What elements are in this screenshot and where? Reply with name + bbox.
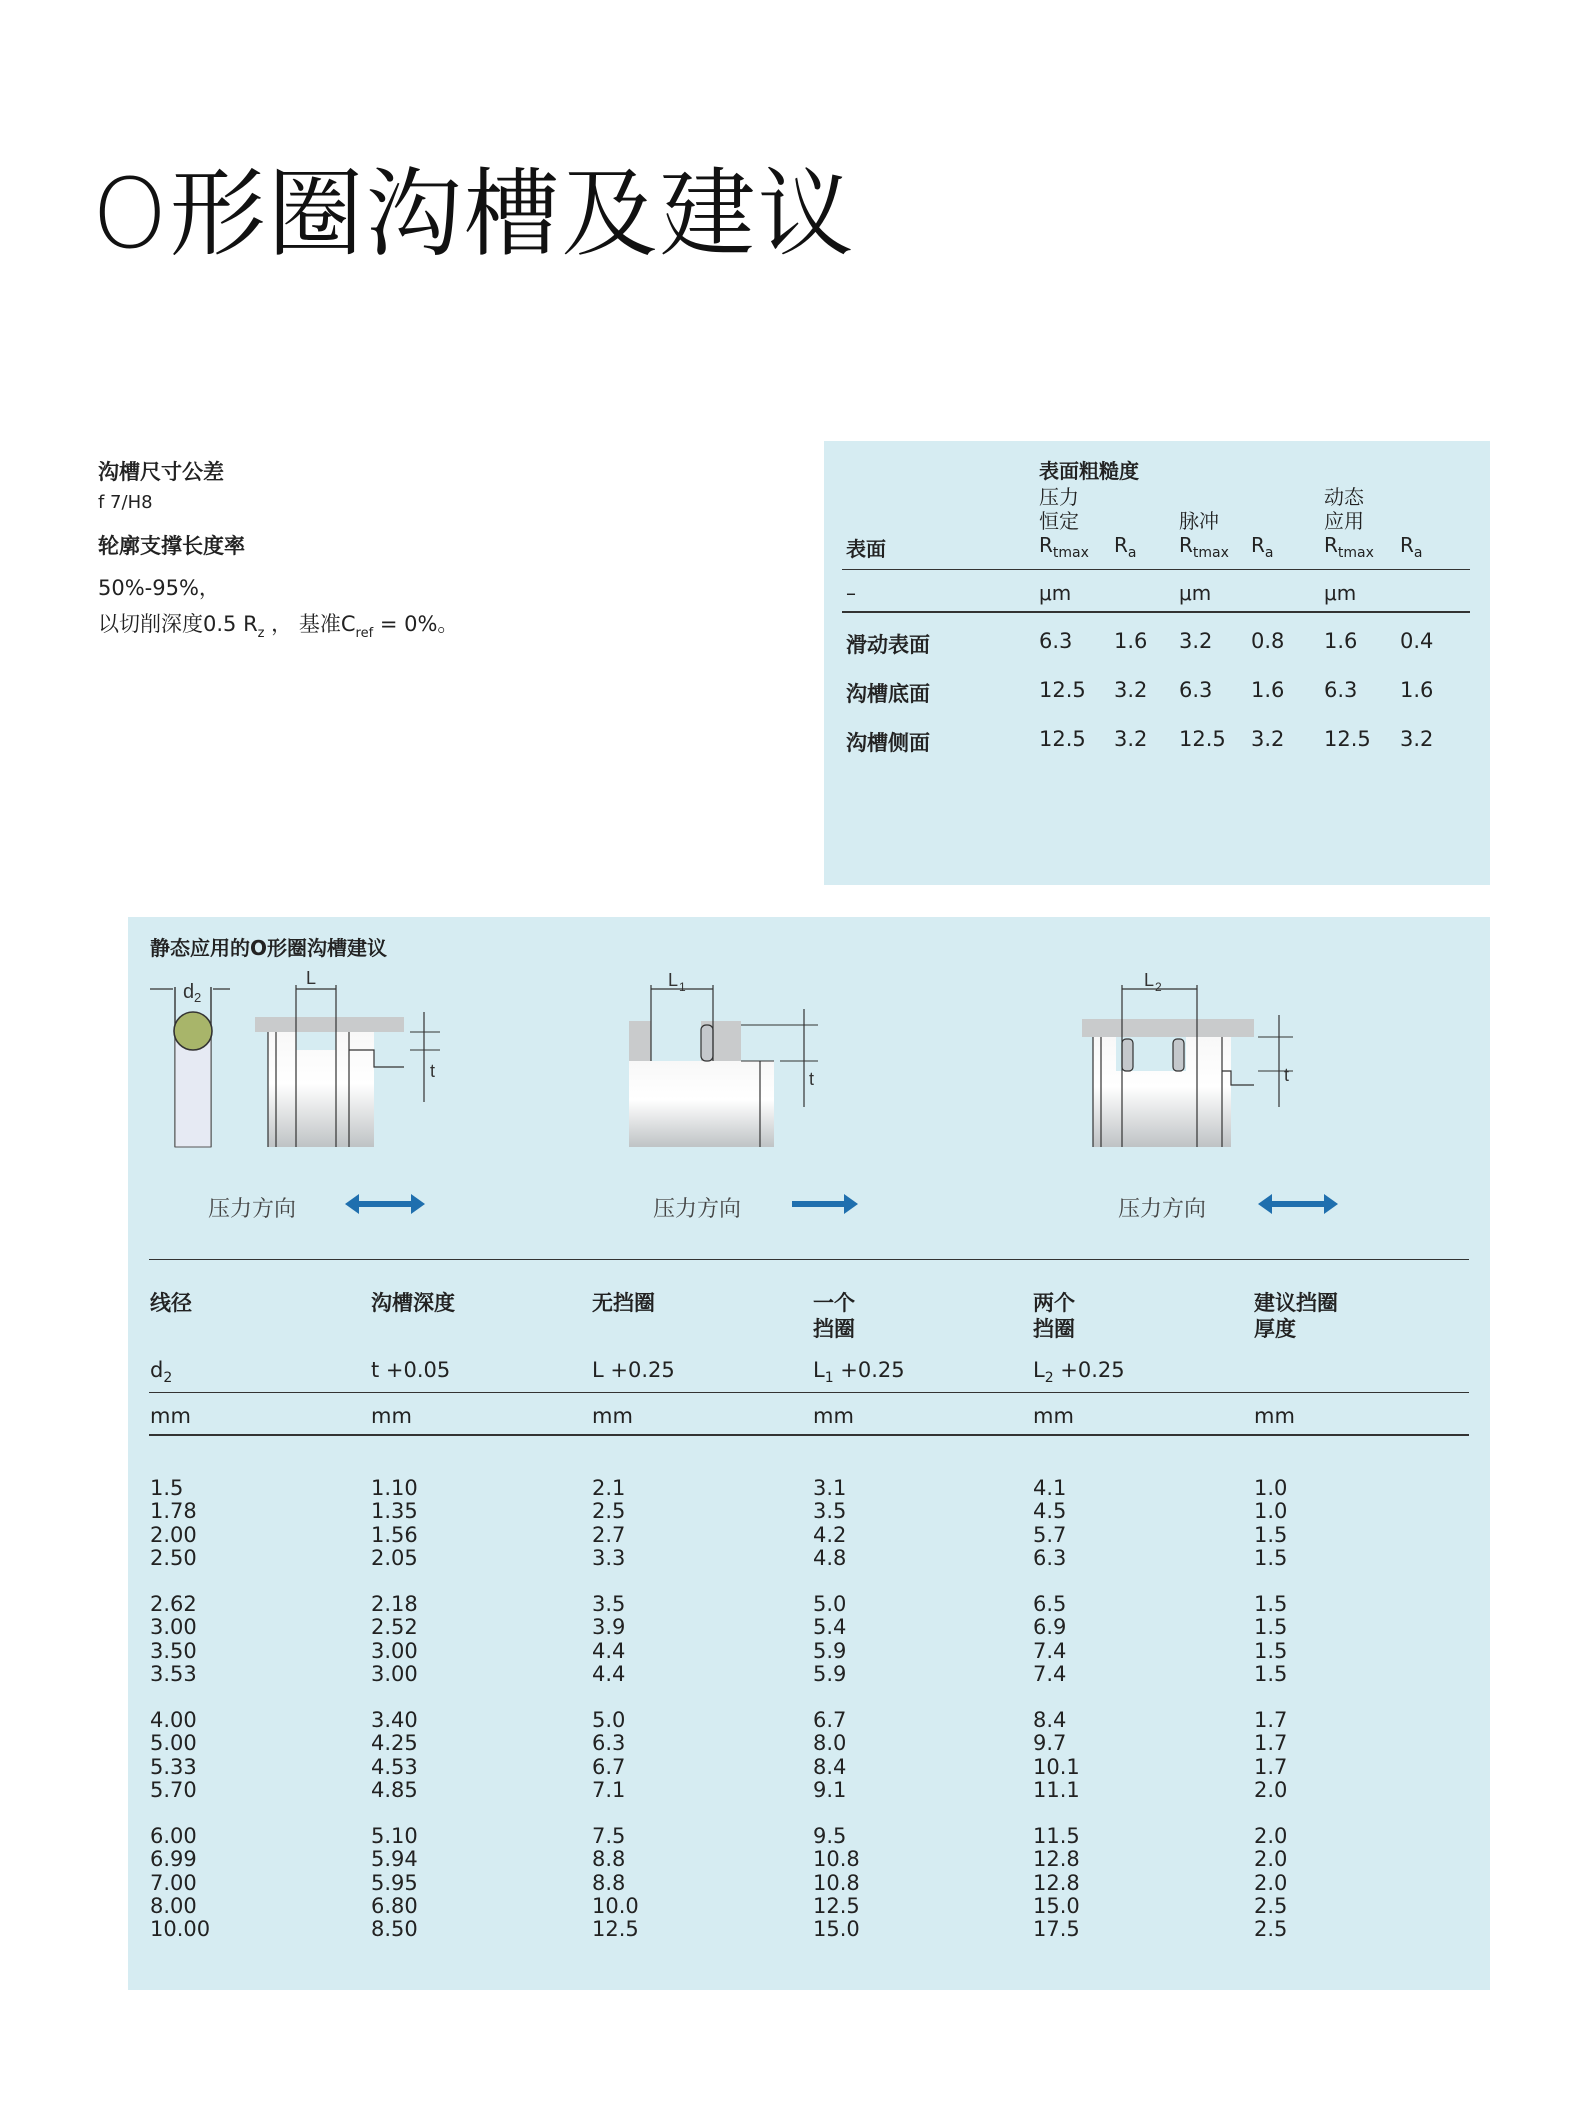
- table-cell: 3.9: [592, 1615, 626, 1640]
- table-cell: 8.4: [813, 1754, 847, 1779]
- column-header: [1033, 1290, 1075, 1342]
- table-cell: 8.8: [592, 1847, 626, 1872]
- column-unit: mm: [150, 1404, 191, 1428]
- symbol-tolerance: +0.05: [379, 1358, 451, 1382]
- table-cell: 17.5: [1033, 1917, 1080, 1942]
- table-cell: 1.7: [1254, 1731, 1288, 1756]
- table-cell: 10.8: [813, 1870, 860, 1895]
- table-cell: 9.7: [1033, 1731, 1067, 1756]
- table-cell: 6.99: [150, 1847, 197, 1872]
- ra-header: $R_a$: [1114, 533, 1137, 561]
- table-cell: 7.5: [592, 1824, 626, 1848]
- table-cell: 4.53: [371, 1754, 418, 1779]
- svg-text:L: L: [1144, 970, 1155, 990]
- rtmax-header: $R_{tmax}$: [1324, 533, 1374, 561]
- table-cell: 2.0: [1254, 1777, 1288, 1802]
- symbol-letter: L: [592, 1358, 604, 1382]
- bidirectional-arrow-icon: [343, 1189, 427, 1219]
- unit-label: μm: [1179, 581, 1212, 605]
- cut-depth-note: 以切削深度0.5 $R_z$ ， 基准$C_{ref} = 0\%$。: [98, 612, 459, 641]
- table-cell: 8.0: [813, 1731, 847, 1756]
- table-cell: 7.1: [592, 1777, 626, 1802]
- column-header: [371, 1290, 455, 1316]
- column-unit: mm: [592, 1404, 633, 1428]
- table-cell: 1.5: [1254, 1638, 1288, 1663]
- table-cell: 3.3: [592, 1545, 626, 1570]
- table-cell: 15.0: [813, 1917, 860, 1942]
- roughness-value: 1.6: [1251, 678, 1285, 702]
- table-cell: 7.00: [150, 1870, 197, 1895]
- table-cell: 2.1: [592, 1476, 626, 1500]
- table-cell: 5.00: [150, 1731, 197, 1756]
- table-cell: 4.8: [813, 1545, 847, 1570]
- table-cell: 8.8: [592, 1870, 626, 1895]
- table-cell: 5.94: [371, 1847, 418, 1872]
- table-cell: 4.85: [371, 1777, 418, 1802]
- roughness-value: 1.6: [1400, 678, 1434, 702]
- roughness-value: 6.3: [1039, 629, 1073, 653]
- table-cell: 9.5: [813, 1824, 847, 1848]
- table-cell: 3.00: [371, 1638, 418, 1663]
- column-header: [150, 1290, 192, 1316]
- svg-text:L: L: [668, 970, 679, 990]
- table-cell: 10.00: [150, 1917, 211, 1942]
- roughness-value: 3.2: [1114, 678, 1148, 702]
- roughness-value: 3.2: [1400, 727, 1434, 751]
- table-cell: 6.7: [592, 1754, 626, 1779]
- rtmax-header: $R_{tmax}$: [1179, 533, 1229, 561]
- table-cell: 5.0: [813, 1592, 847, 1616]
- table-cell: 4.00: [150, 1708, 197, 1732]
- roughness-value: 0.8: [1251, 629, 1285, 653]
- roughness-group-label: 脉冲: [1179, 509, 1219, 533]
- diagram-two-backup: [1082, 970, 1293, 1147]
- svg-text:2: 2: [194, 990, 202, 1005]
- pressure-direction-label: 压力方向: [208, 1197, 297, 1222]
- table-cell: 6.00: [150, 1824, 197, 1848]
- pressure-direction-label: 压力方向: [1118, 1197, 1207, 1222]
- header-divider: [842, 569, 1470, 570]
- svg-text:t: t: [430, 1061, 436, 1081]
- roughness-group-label: 恒定: [1039, 509, 1079, 533]
- symbol-letter: L: [813, 1358, 825, 1382]
- table-cell: 2.50: [150, 1545, 197, 1570]
- table-cell: 3.40: [371, 1708, 418, 1732]
- table-cell: 4.1: [1033, 1476, 1067, 1500]
- svg-text:1: 1: [679, 980, 686, 994]
- svg-text:2: 2: [1155, 980, 1162, 994]
- rtmax-header: $R_{tmax}$: [1039, 533, 1089, 561]
- diagram-one-backup: [629, 970, 818, 1147]
- table-top-divider: [149, 1259, 1469, 1260]
- table-cell: 5.0: [592, 1708, 626, 1732]
- column-header-line: 两个: [1033, 1291, 1075, 1315]
- table-cell: 3.5: [592, 1592, 626, 1616]
- table-cell: 8.50: [371, 1917, 418, 1942]
- roughness-group-label: 压力: [1039, 485, 1079, 509]
- unit-divider: [149, 1434, 1469, 1436]
- symbol-subscript: 2: [163, 1370, 173, 1386]
- table-cell: 4.4: [592, 1638, 626, 1663]
- column-header-line: 挡圈: [813, 1317, 855, 1341]
- table-cell: 2.0: [1254, 1824, 1288, 1848]
- table-cell: 12.8: [1033, 1847, 1080, 1872]
- roughness-group-title: 表面粗糙度: [1039, 459, 1139, 483]
- table-cell: 1.5: [1254, 1522, 1288, 1547]
- symbol-letter: t: [371, 1358, 380, 1382]
- table-cell: 2.05: [371, 1545, 418, 1570]
- table-cell: 1.7: [1254, 1708, 1288, 1732]
- table-cell: 1.5: [1254, 1592, 1288, 1616]
- unit-label: μm: [1039, 581, 1072, 605]
- roughness-value: 12.5: [1039, 678, 1086, 702]
- column-header: [813, 1290, 855, 1342]
- table-cell: 1.5: [1254, 1545, 1288, 1570]
- table-cell: 6.7: [813, 1708, 847, 1732]
- column-header-line: 一个: [813, 1291, 855, 1315]
- bearing-ratio-heading: 轮廓支撑长度率: [98, 534, 245, 558]
- table-cell: 1.7: [1254, 1754, 1288, 1779]
- roughness-value: 3.2: [1251, 727, 1285, 751]
- surface-column-header: 表面: [846, 537, 886, 561]
- roughness-row-label: 沟槽侧面: [846, 731, 930, 755]
- column-symbol: [150, 1358, 173, 1386]
- column-symbol: [371, 1358, 450, 1382]
- groove-tolerance-heading: 沟槽尺寸公差: [98, 460, 224, 484]
- table-cell: 5.7: [1033, 1522, 1067, 1547]
- roughness-value: 1.6: [1114, 629, 1148, 653]
- table-cell: 12.8: [1033, 1870, 1080, 1895]
- units-dash: –: [846, 581, 856, 605]
- column-header-line: 线径: [150, 1291, 192, 1315]
- table-cell: 5.70: [150, 1777, 197, 1802]
- column-header: [592, 1290, 655, 1316]
- roughness-value: 12.5: [1324, 727, 1371, 751]
- roughness-value: 1.6: [1324, 629, 1358, 653]
- svg-text:t: t: [1284, 1065, 1290, 1085]
- table-cell: 8.00: [150, 1893, 197, 1918]
- table-cell: 1.78: [150, 1499, 197, 1524]
- roughness-value: 3.2: [1114, 727, 1148, 751]
- symbol-letter: L: [1033, 1358, 1045, 1382]
- roughness-row-label: 滑动表面: [846, 633, 930, 657]
- table-cell: 5.10: [371, 1824, 418, 1848]
- groove-tolerance-value: f 7/H8: [98, 492, 153, 513]
- column-header: [1254, 1290, 1338, 1342]
- table-cell: 1.5: [1254, 1615, 1288, 1640]
- table-cell: 2.0: [1254, 1847, 1288, 1872]
- symbol-subscript: 1: [824, 1370, 834, 1386]
- pressure-direction-label: 压力方向: [653, 1197, 742, 1222]
- bidirectional-arrow-icon: [1256, 1189, 1340, 1219]
- svg-text:L: L: [306, 968, 317, 988]
- column-header-line: 沟槽深度: [371, 1291, 455, 1315]
- table-cell: 10.8: [813, 1847, 860, 1872]
- table-cell: 3.50: [150, 1638, 197, 1663]
- column-unit: mm: [1254, 1404, 1295, 1428]
- table-cell: 4.5: [1033, 1499, 1067, 1524]
- table-cell: 4.2: [813, 1522, 847, 1547]
- table-cell: 12.5: [592, 1917, 639, 1942]
- units-divider: [842, 611, 1470, 613]
- column-symbol: [1033, 1358, 1125, 1386]
- table-cell: 5.33: [150, 1754, 197, 1779]
- bearing-ratio-value: 50%-95%，: [98, 576, 220, 600]
- roughness-value: 12.5: [1039, 727, 1086, 751]
- table-cell: 7.4: [1033, 1661, 1067, 1686]
- table-cell: 1.56: [371, 1522, 418, 1547]
- table-cell: 2.52: [371, 1615, 418, 1640]
- table-cell: 2.0: [1254, 1870, 1288, 1895]
- table-cell: 6.9: [1033, 1615, 1067, 1640]
- page-title: O形圈沟槽及建议: [92, 158, 856, 270]
- table-cell: 4.25: [371, 1731, 418, 1756]
- table-cell: 6.3: [592, 1731, 626, 1756]
- table-cell: 5.4: [813, 1615, 847, 1640]
- table-cell: 10.1: [1033, 1754, 1080, 1779]
- table-cell: 2.5: [1254, 1917, 1288, 1942]
- groove-diagrams: [128, 967, 1490, 1157]
- table-cell: 3.1: [813, 1476, 847, 1500]
- svg-text:t: t: [809, 1069, 815, 1089]
- table-cell: 6.3: [1033, 1545, 1067, 1570]
- table-cell: 11.5: [1033, 1824, 1080, 1848]
- table-cell: 1.10: [371, 1476, 418, 1500]
- table-cell: 11.1: [1033, 1777, 1080, 1802]
- table-cell: 1.35: [371, 1499, 418, 1524]
- column-header-line: 挡圈: [1033, 1317, 1075, 1341]
- symbol-tolerance: +0.25: [1053, 1358, 1125, 1382]
- table-cell: 4.4: [592, 1661, 626, 1686]
- roughness-value: 3.2: [1179, 629, 1213, 653]
- ra-header: $R_a$: [1400, 533, 1423, 561]
- surface-roughness-panel: [824, 441, 1490, 885]
- table-cell: 2.5: [592, 1499, 626, 1524]
- static-groove-panel: [128, 917, 1490, 1990]
- roughness-group-label: 动态: [1324, 485, 1364, 509]
- static-section-title: 静态应用的O形圈沟槽建议: [150, 936, 388, 960]
- roughness-value: 0.4: [1400, 629, 1434, 653]
- table-cell: 7.4: [1033, 1638, 1067, 1663]
- table-cell: 3.53: [150, 1661, 197, 1686]
- table-cell: 1.0: [1254, 1476, 1288, 1500]
- symbol-divider: [149, 1392, 1469, 1393]
- column-unit: mm: [813, 1404, 854, 1428]
- table-cell: 6.80: [371, 1893, 418, 1918]
- table-cell: 5.9: [813, 1638, 847, 1663]
- table-cell: 1.5: [1254, 1661, 1288, 1686]
- table-cell: 5.95: [371, 1870, 418, 1895]
- roughness-value: 6.3: [1324, 678, 1358, 702]
- table-cell: 9.1: [813, 1777, 847, 1802]
- table-cell: 2.00: [150, 1522, 197, 1547]
- table-cell: 6.5: [1033, 1592, 1067, 1616]
- column-header-line: 建议挡圈: [1254, 1291, 1338, 1315]
- table-cell: 10.0: [592, 1893, 639, 1918]
- column-header-line: 无挡圈: [592, 1291, 655, 1315]
- table-cell: 15.0: [1033, 1893, 1080, 1918]
- roughness-group-label: 应用: [1324, 509, 1364, 533]
- symbol-tolerance: +0.25: [833, 1358, 905, 1382]
- roughness-value: 12.5: [1179, 727, 1226, 751]
- column-header-line: 厚度: [1254, 1317, 1296, 1341]
- table-cell: 12.5: [813, 1893, 860, 1918]
- table-cell: 5.9: [813, 1661, 847, 1686]
- symbol-subscript: 2: [1044, 1370, 1054, 1386]
- table-cell: 8.4: [1033, 1708, 1067, 1732]
- table-cell: 3.00: [371, 1661, 418, 1686]
- table-cell: 2.62: [150, 1592, 197, 1616]
- table-cell: 3.5: [813, 1499, 847, 1524]
- roughness-value: 6.3: [1179, 678, 1213, 702]
- symbol-tolerance: +0.25: [603, 1358, 675, 1382]
- table-cell: 2.7: [592, 1522, 626, 1547]
- ra-header: $R_a$: [1251, 533, 1274, 561]
- table-cell: 1.5: [150, 1476, 184, 1500]
- column-unit: mm: [1033, 1404, 1074, 1428]
- roughness-row-label: 沟槽底面: [846, 682, 930, 706]
- table-cell: 1.0: [1254, 1499, 1288, 1524]
- table-cell: 2.18: [371, 1592, 418, 1616]
- right-arrow-icon: [790, 1189, 860, 1219]
- column-symbol: [813, 1358, 905, 1386]
- table-cell: 2.5: [1254, 1893, 1288, 1918]
- table-cell: 3.00: [150, 1615, 197, 1640]
- unit-label: μm: [1324, 581, 1357, 605]
- symbol-letter: d: [150, 1358, 164, 1382]
- svg-text:d: d: [183, 981, 195, 1003]
- column-unit: mm: [371, 1404, 412, 1428]
- diagram-no-backup: [150, 968, 440, 1147]
- column-symbol: [592, 1358, 675, 1382]
